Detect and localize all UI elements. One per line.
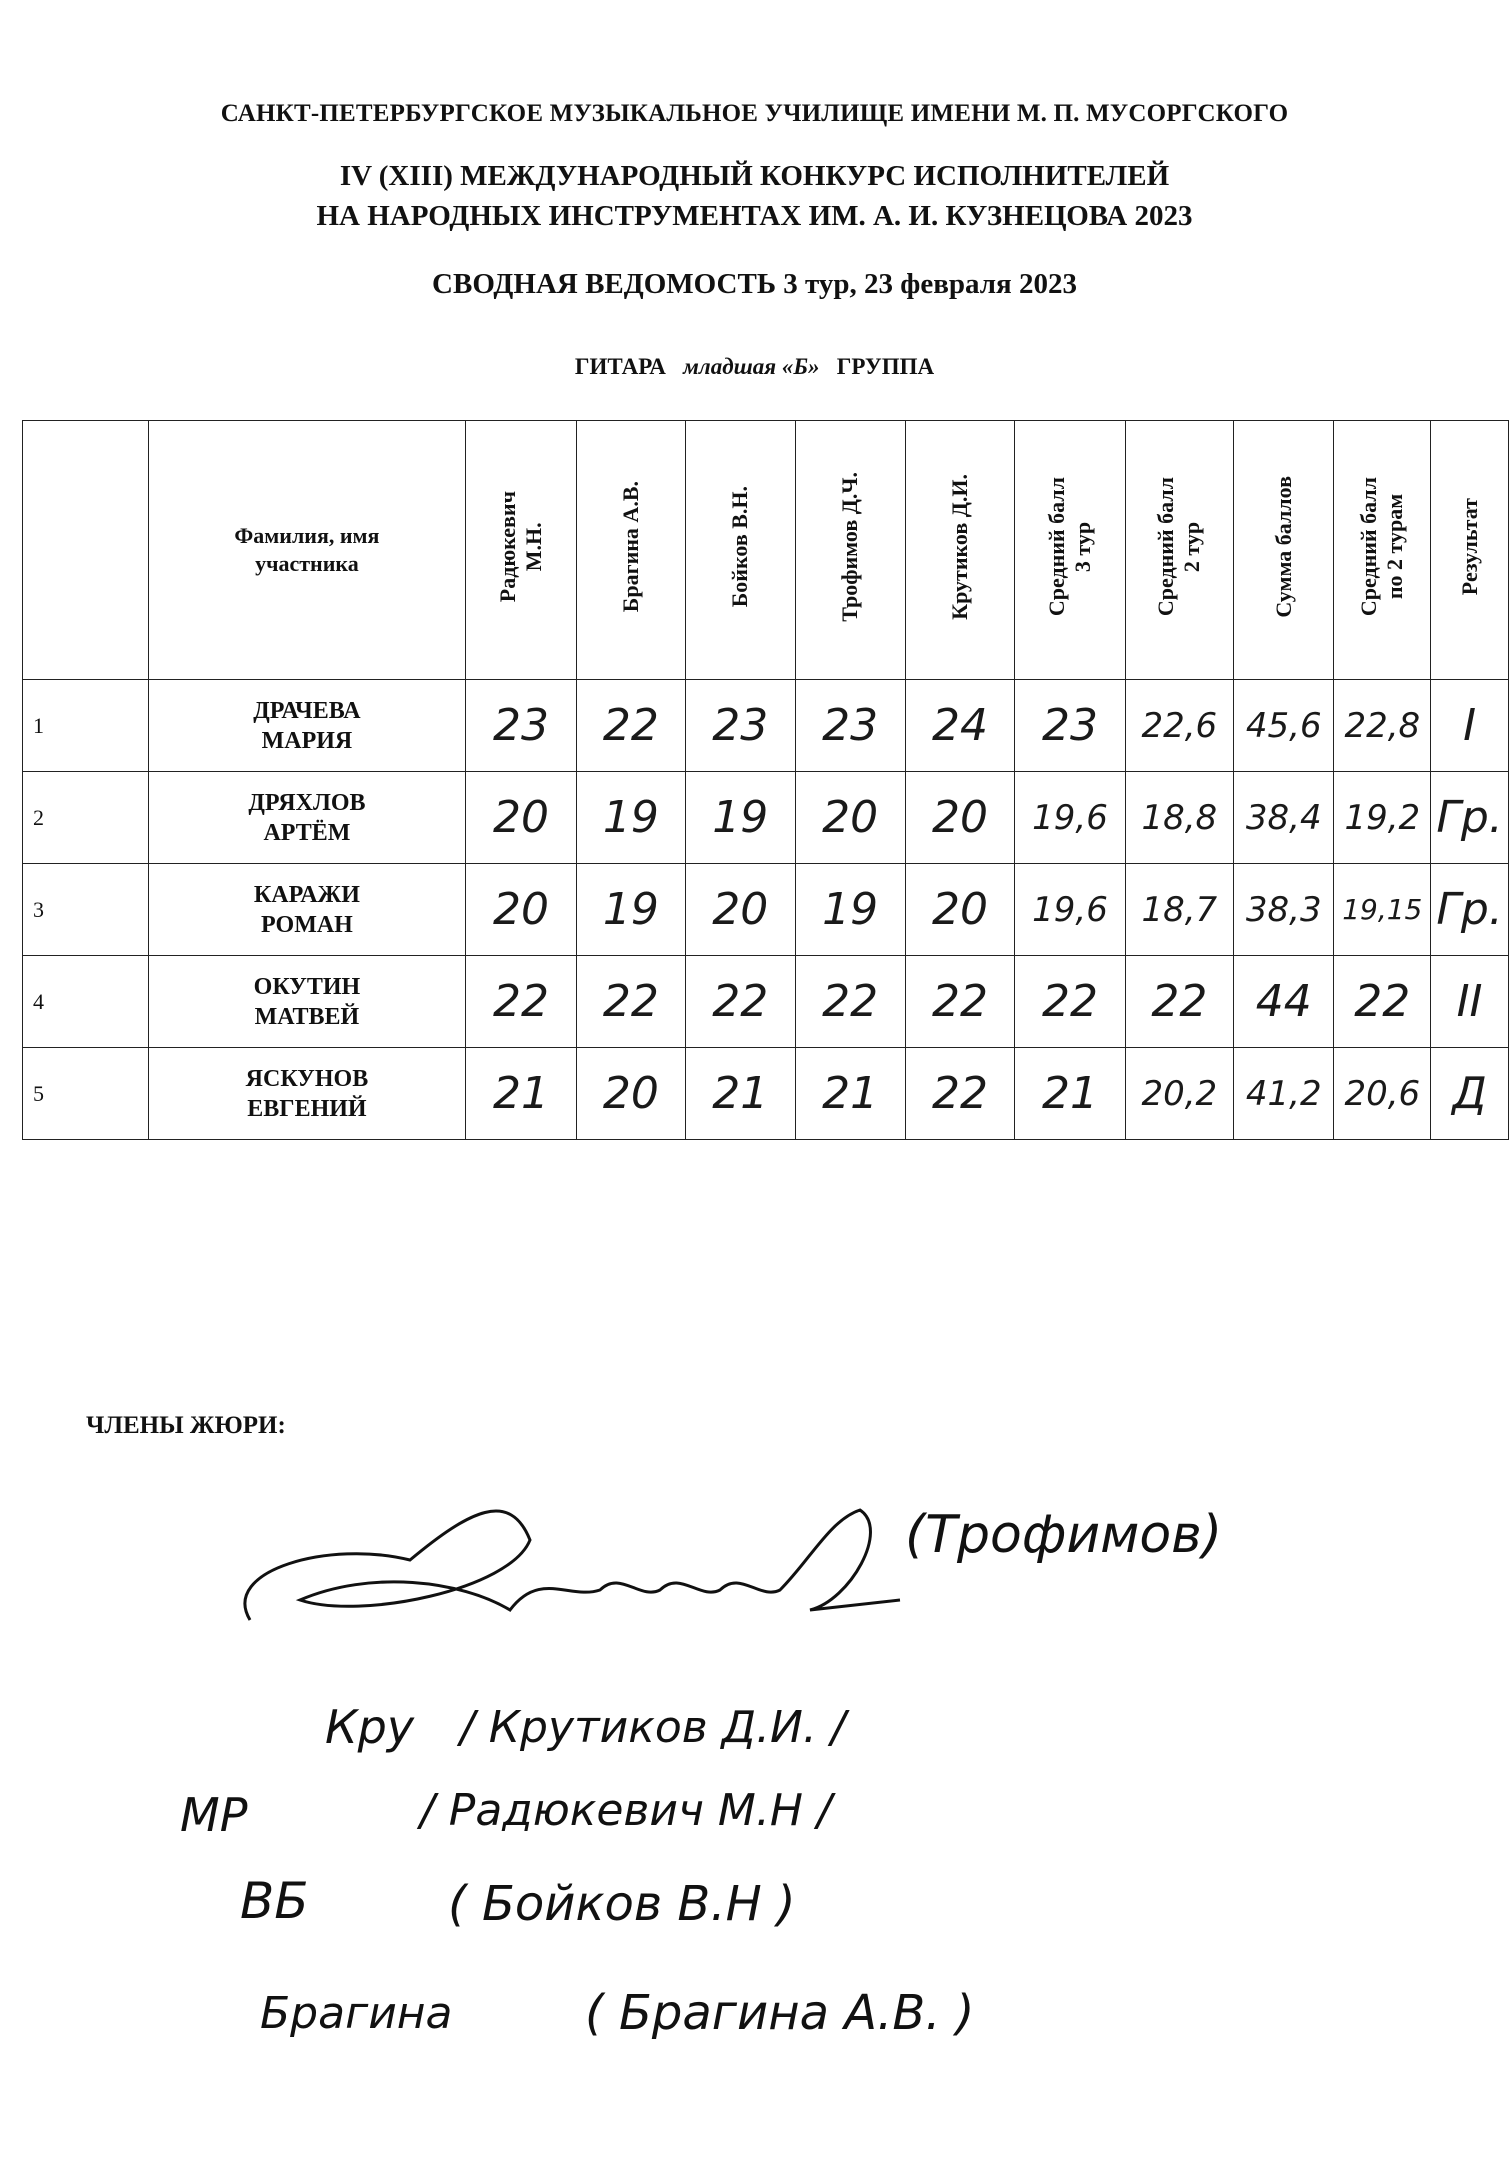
- participant-firstname: АРТЁМ: [263, 819, 351, 846]
- score-cell: 20,2: [1125, 1048, 1233, 1140]
- results-table: [22, 420, 1509, 1140]
- score-cell: 23: [466, 680, 577, 772]
- header-avg-round3: Средний балл 3 тур: [1015, 421, 1125, 680]
- score-cell: Гр.: [1431, 772, 1509, 864]
- row-number: 1: [23, 680, 149, 772]
- score-cell: 19,6: [1015, 864, 1125, 956]
- score-cell: 19,2: [1334, 772, 1431, 864]
- institution-name: САНКТ-ПЕТЕРБУРГСКОЕ МУЗЫКАЛЬНОЕ УЧИЛИЩЕ ИМЕНИ М. П. МУСОРГСКОГО: [220, 100, 1289, 127]
- participant-surname: ДРАЧЕВА: [253, 697, 361, 724]
- score-cell: 23: [795, 680, 905, 772]
- participant-name: [148, 772, 465, 864]
- table-row: [23, 772, 1509, 864]
- score-cell: 19: [576, 772, 685, 864]
- header-avg-round2: Средний балл 2 тур: [1125, 421, 1233, 680]
- score-cell: 44: [1233, 956, 1333, 1048]
- header-judge-1: Радюкевич М.Н.: [466, 421, 577, 680]
- row-number: 3: [23, 864, 149, 956]
- score-cell: 22,8: [1334, 680, 1431, 772]
- row-number: 2: [23, 772, 149, 864]
- header-judge-2: Брагина А.В.: [576, 421, 685, 680]
- signature-boykov: ВБ: [240, 1872, 309, 1930]
- header-name: Фамилия, имя участника: [148, 421, 465, 680]
- signature-boykov-name: ( Бойков В.Н ): [448, 1876, 796, 1932]
- score-cell: 22: [795, 956, 905, 1048]
- signature-bragina: Брагина: [260, 1988, 453, 2039]
- signature-trofimov-scribble: [210, 1450, 910, 1670]
- participant-firstname: МАТВЕЙ: [254, 1003, 360, 1030]
- contest-title-line2: НА НАРОДНЫХ ИНСТРУМЕНТАХ ИМ. А. И. КУЗНЕЦОВА 2023: [316, 200, 1193, 232]
- participant-name: [148, 1048, 465, 1140]
- header-avg-two-rounds: Средний балл по 2 турам: [1334, 421, 1431, 680]
- score-cell: 18,8: [1125, 772, 1233, 864]
- score-cell: 19: [795, 864, 905, 956]
- score-cell: 19,15: [1334, 864, 1431, 956]
- score-cell: 23: [1015, 680, 1125, 772]
- score-cell: 20: [905, 772, 1015, 864]
- signature-radyukevich: МР: [180, 1788, 248, 1842]
- score-cell: I: [1431, 680, 1509, 772]
- score-cell: 19,6: [1015, 772, 1125, 864]
- score-cell: 20,6: [1334, 1048, 1431, 1140]
- score-cell: 24: [905, 680, 1015, 772]
- participant-name: [148, 864, 465, 956]
- score-cell: 22: [1015, 956, 1125, 1048]
- score-cell: 20: [466, 864, 577, 956]
- score-cell: 45,6: [1233, 680, 1333, 772]
- participant-firstname: РОМАН: [261, 911, 353, 938]
- score-cell: 22: [1334, 956, 1431, 1048]
- score-cell: 23: [685, 680, 795, 772]
- score-cell: 22: [685, 956, 795, 1048]
- participant-surname: ДРЯХЛОВ: [248, 789, 366, 816]
- score-cell: 20: [685, 864, 795, 956]
- score-cell: 22: [576, 680, 685, 772]
- signature-radyukevich-name: / Радюкевич М.Н /: [420, 1785, 832, 1836]
- score-cell: Д: [1431, 1048, 1509, 1140]
- participant-firstname: МАРИЯ: [261, 727, 353, 754]
- group-age: младшая «Б»: [683, 354, 820, 379]
- score-cell: 22,6: [1125, 680, 1233, 772]
- participant-surname: КАРАЖИ: [253, 881, 360, 908]
- participant-name: [148, 680, 465, 772]
- score-cell: 19: [685, 772, 795, 864]
- jury-label: ЧЛЕНЫ ЖЮРИ:: [86, 1412, 286, 1439]
- row-number: 5: [23, 1048, 149, 1140]
- header-judge-5: Крутиков Д.И.: [905, 421, 1015, 680]
- table-row: [23, 956, 1509, 1048]
- score-cell: II: [1431, 956, 1509, 1048]
- score-cell: 22: [905, 956, 1015, 1048]
- table-row: [23, 864, 1509, 956]
- score-cell: 22: [905, 1048, 1015, 1140]
- header-judge-3: Бойков В.Н.: [685, 421, 795, 680]
- score-cell: 20: [576, 1048, 685, 1140]
- signature-krutikov-name: / Крутиков Д.И. /: [460, 1702, 846, 1753]
- sheet-title: СВОДНАЯ ВЕДОМОСТЬ 3 тур, 23 февраля 2023: [432, 268, 1077, 300]
- score-cell: 21: [1015, 1048, 1125, 1140]
- header-number: [23, 421, 149, 680]
- score-cell: Гр.: [1431, 864, 1509, 956]
- participant-firstname: ЕВГЕНИЙ: [247, 1095, 367, 1122]
- participant-name: [148, 956, 465, 1048]
- contest-title-line1: IV (XIII) МЕЖДУНАРОДНЫЙ КОНКУРС ИСПОЛНИТЕЛЕЙ: [339, 160, 1170, 192]
- score-cell: 20: [466, 772, 577, 864]
- table-row: [23, 1048, 1509, 1140]
- score-cell: 21: [685, 1048, 795, 1140]
- score-cell: 22: [1125, 956, 1233, 1048]
- row-number: 4: [23, 956, 149, 1048]
- score-cell: 41,2: [1233, 1048, 1333, 1140]
- score-cell: 18,7: [1125, 864, 1233, 956]
- score-cell: 20: [795, 772, 905, 864]
- header-result: Результат: [1431, 421, 1509, 680]
- header-row: [23, 421, 1509, 680]
- group-word: ГРУППА: [836, 354, 935, 379]
- signature-trofimov-name: (Трофимов): [905, 1505, 1223, 1565]
- score-cell: 21: [795, 1048, 905, 1140]
- signature-bragina-name: ( Брагина А.В. ): [585, 1985, 975, 2041]
- score-cell: 38,3: [1233, 864, 1333, 956]
- participant-surname: ЯСКУНОВ: [245, 1065, 369, 1092]
- score-cell: 19: [576, 864, 685, 956]
- group-title: [0, 354, 1509, 380]
- table-row: [23, 680, 1509, 772]
- signature-krutikov: Кру: [325, 1700, 415, 1754]
- group-instrument: ГИТАРА: [574, 354, 666, 379]
- score-cell: 38,4: [1233, 772, 1333, 864]
- score-cell: 21: [466, 1048, 577, 1140]
- participant-surname: ОКУТИН: [253, 973, 361, 1000]
- score-cell: 22: [576, 956, 685, 1048]
- header-judge-4: Трофимов Д.Ч.: [795, 421, 905, 680]
- header-sum: Сумма баллов: [1233, 421, 1333, 680]
- score-cell: 20: [905, 864, 1015, 956]
- score-cell: 22: [466, 956, 577, 1048]
